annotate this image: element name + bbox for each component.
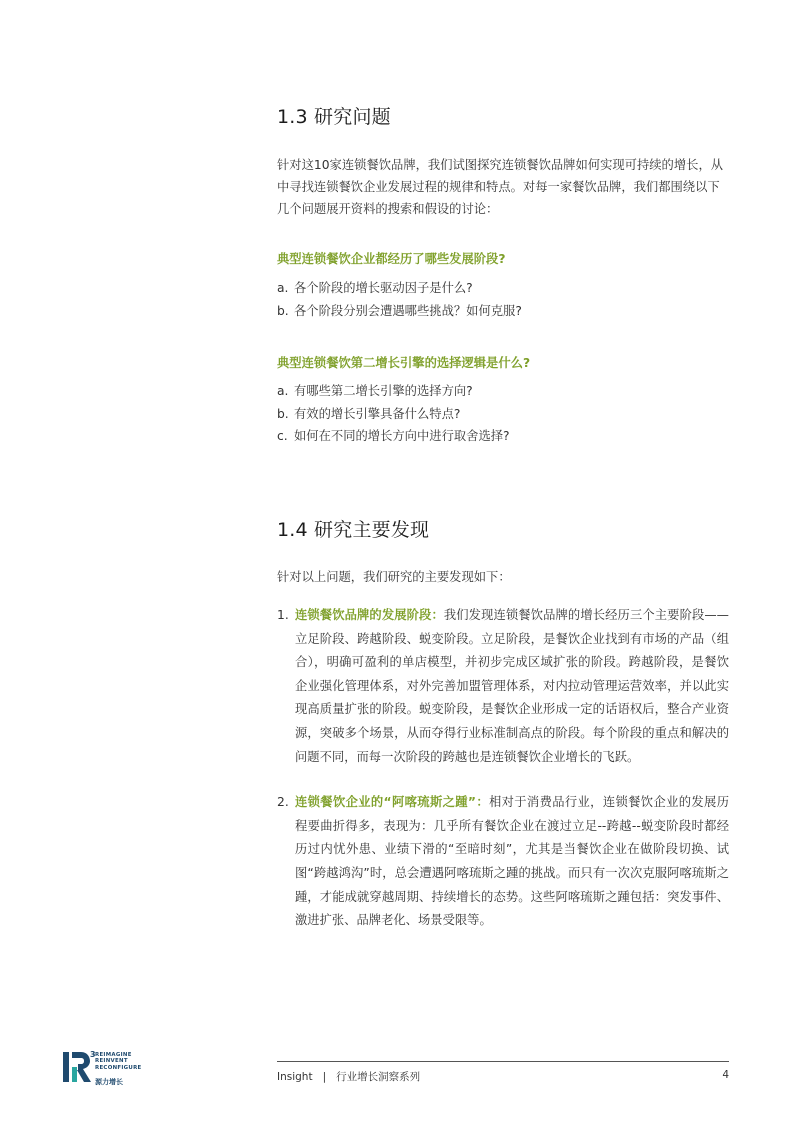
- footer-divider: [277, 1061, 729, 1062]
- finding-body: [295, 604, 729, 769]
- section-title-1-4: 1.4 研究主要发现: [277, 519, 430, 541]
- list-item-text: 有哪些第二增长引擎的选择方向?: [294, 384, 473, 398]
- logo-tag: RECONFIGURE: [95, 1064, 142, 1071]
- logo-chinese-name: 源力增长: [95, 1078, 123, 1086]
- footer-series: 行业增长洞察系列: [336, 1071, 421, 1083]
- page-number: 4: [722, 1069, 729, 1081]
- list-marker: b.: [277, 303, 289, 318]
- question-2-list: [277, 380, 729, 448]
- finding-item: [277, 604, 729, 769]
- finding-text: 相对于消费品行业，连锁餐饮企业的发展历程要曲折得多，表现为：几乎所有餐饮企业在渡过立足--跨越--蜕变阶段时都经历过内忧外患、业绩下滑的“至暗时刻”，尤其是当餐饮企业在做阶段切换、试图“跨越鸿沟”时，总会遭遇阿喀琉斯之踵的挑战。而只有一次次克服阿喀琉斯之踵，才能成就穿越周期、持续增长的态势。这些阿喀琉斯之踵包括：突发事件、激进扩张、品牌老化、场景受限等。: [295, 795, 729, 928]
- finding-lead: 连锁餐饮品牌的发展阶段：: [295, 608, 444, 622]
- footer-label: [277, 1069, 420, 1084]
- finding-number: 1.: [277, 608, 289, 622]
- question-2-heading: 典型连锁餐饮第二增长引擎的选择逻辑是什么?: [277, 356, 531, 370]
- list-marker: c.: [277, 429, 288, 443]
- list-marker: a.: [277, 281, 289, 295]
- list-marker: a.: [277, 384, 289, 398]
- finding-lead: 连锁餐饮企业的“阿喀琉斯之踵”：: [295, 795, 489, 810]
- list-item-text: 各个阶段分别会遭遇哪些挑战？如何克服?: [294, 303, 522, 318]
- list-item: [277, 403, 729, 426]
- question-1-list: [277, 277, 729, 322]
- logo-tag: REINVENT: [95, 1058, 128, 1065]
- finding-body: [295, 791, 729, 933]
- section-title-1-3: 1.3 研究问题: [277, 106, 391, 128]
- logo-tag: REIMAGINE: [95, 1052, 132, 1058]
- list-item: [277, 300, 729, 323]
- list-item: [277, 277, 729, 300]
- finding-item: [277, 791, 729, 933]
- list-item: [277, 380, 729, 403]
- logo-taglines: [95, 1052, 142, 1071]
- list-marker: b.: [277, 406, 289, 421]
- finding-number: 2.: [277, 795, 289, 810]
- finding-text: 我们发现连锁餐饮品牌的增长经历三个主要阶段——立足阶段、跨越阶段、蜕变阶段。立足阶段，是餐饮企业找到有市场的产品（组合），明确可盈利的单店模型，并初步完成区域扩张的阶段。跨越阶段，是餐饮企业强化管理体系，对外完善加盟管理体系，对内拉动管理运营效率，并以此实现高质量扩张的阶段。蜕变阶段，是餐饮企业形成一定的话语权后，整合产业资源，突破多个场景，从而夺得行业标准制高点的阶段。每个阶段的重点和解决的问题不同，而每一次阶段的跨越也是连锁餐饮企业增长的飞跃。: [295, 608, 729, 764]
- list-item-text: 有效的增长引擎具备什么特点?: [294, 406, 461, 421]
- list-item-text: 各个阶段的增长驱动因子是什么?: [294, 281, 473, 295]
- section-1-4-intro: 针对以上问题，我们研究的主要发现如下：: [277, 570, 511, 584]
- section-1-3-intro: 针对这10家连锁餐饮品牌，我们试图探究连锁餐饮品牌如何实现可持续的增长，从中寻找连锁餐饮企业发展过程的规律和特点。对每一家餐饮品牌，我们都围绕以下几个问题展开资料的搜索和假设的讨论：: [277, 158, 724, 216]
- logo-superscript: 3: [90, 1050, 96, 1059]
- question-1-heading: 典型连锁餐饮企业都经历了哪些发展阶段?: [277, 252, 506, 266]
- findings-list: [277, 604, 729, 933]
- footer-separator: |: [322, 1071, 327, 1083]
- footer-brand: Insight: [277, 1071, 313, 1083]
- list-item-text: 如何在不同的增长方向中进行取舍选择?: [294, 429, 510, 443]
- list-item: [277, 425, 729, 448]
